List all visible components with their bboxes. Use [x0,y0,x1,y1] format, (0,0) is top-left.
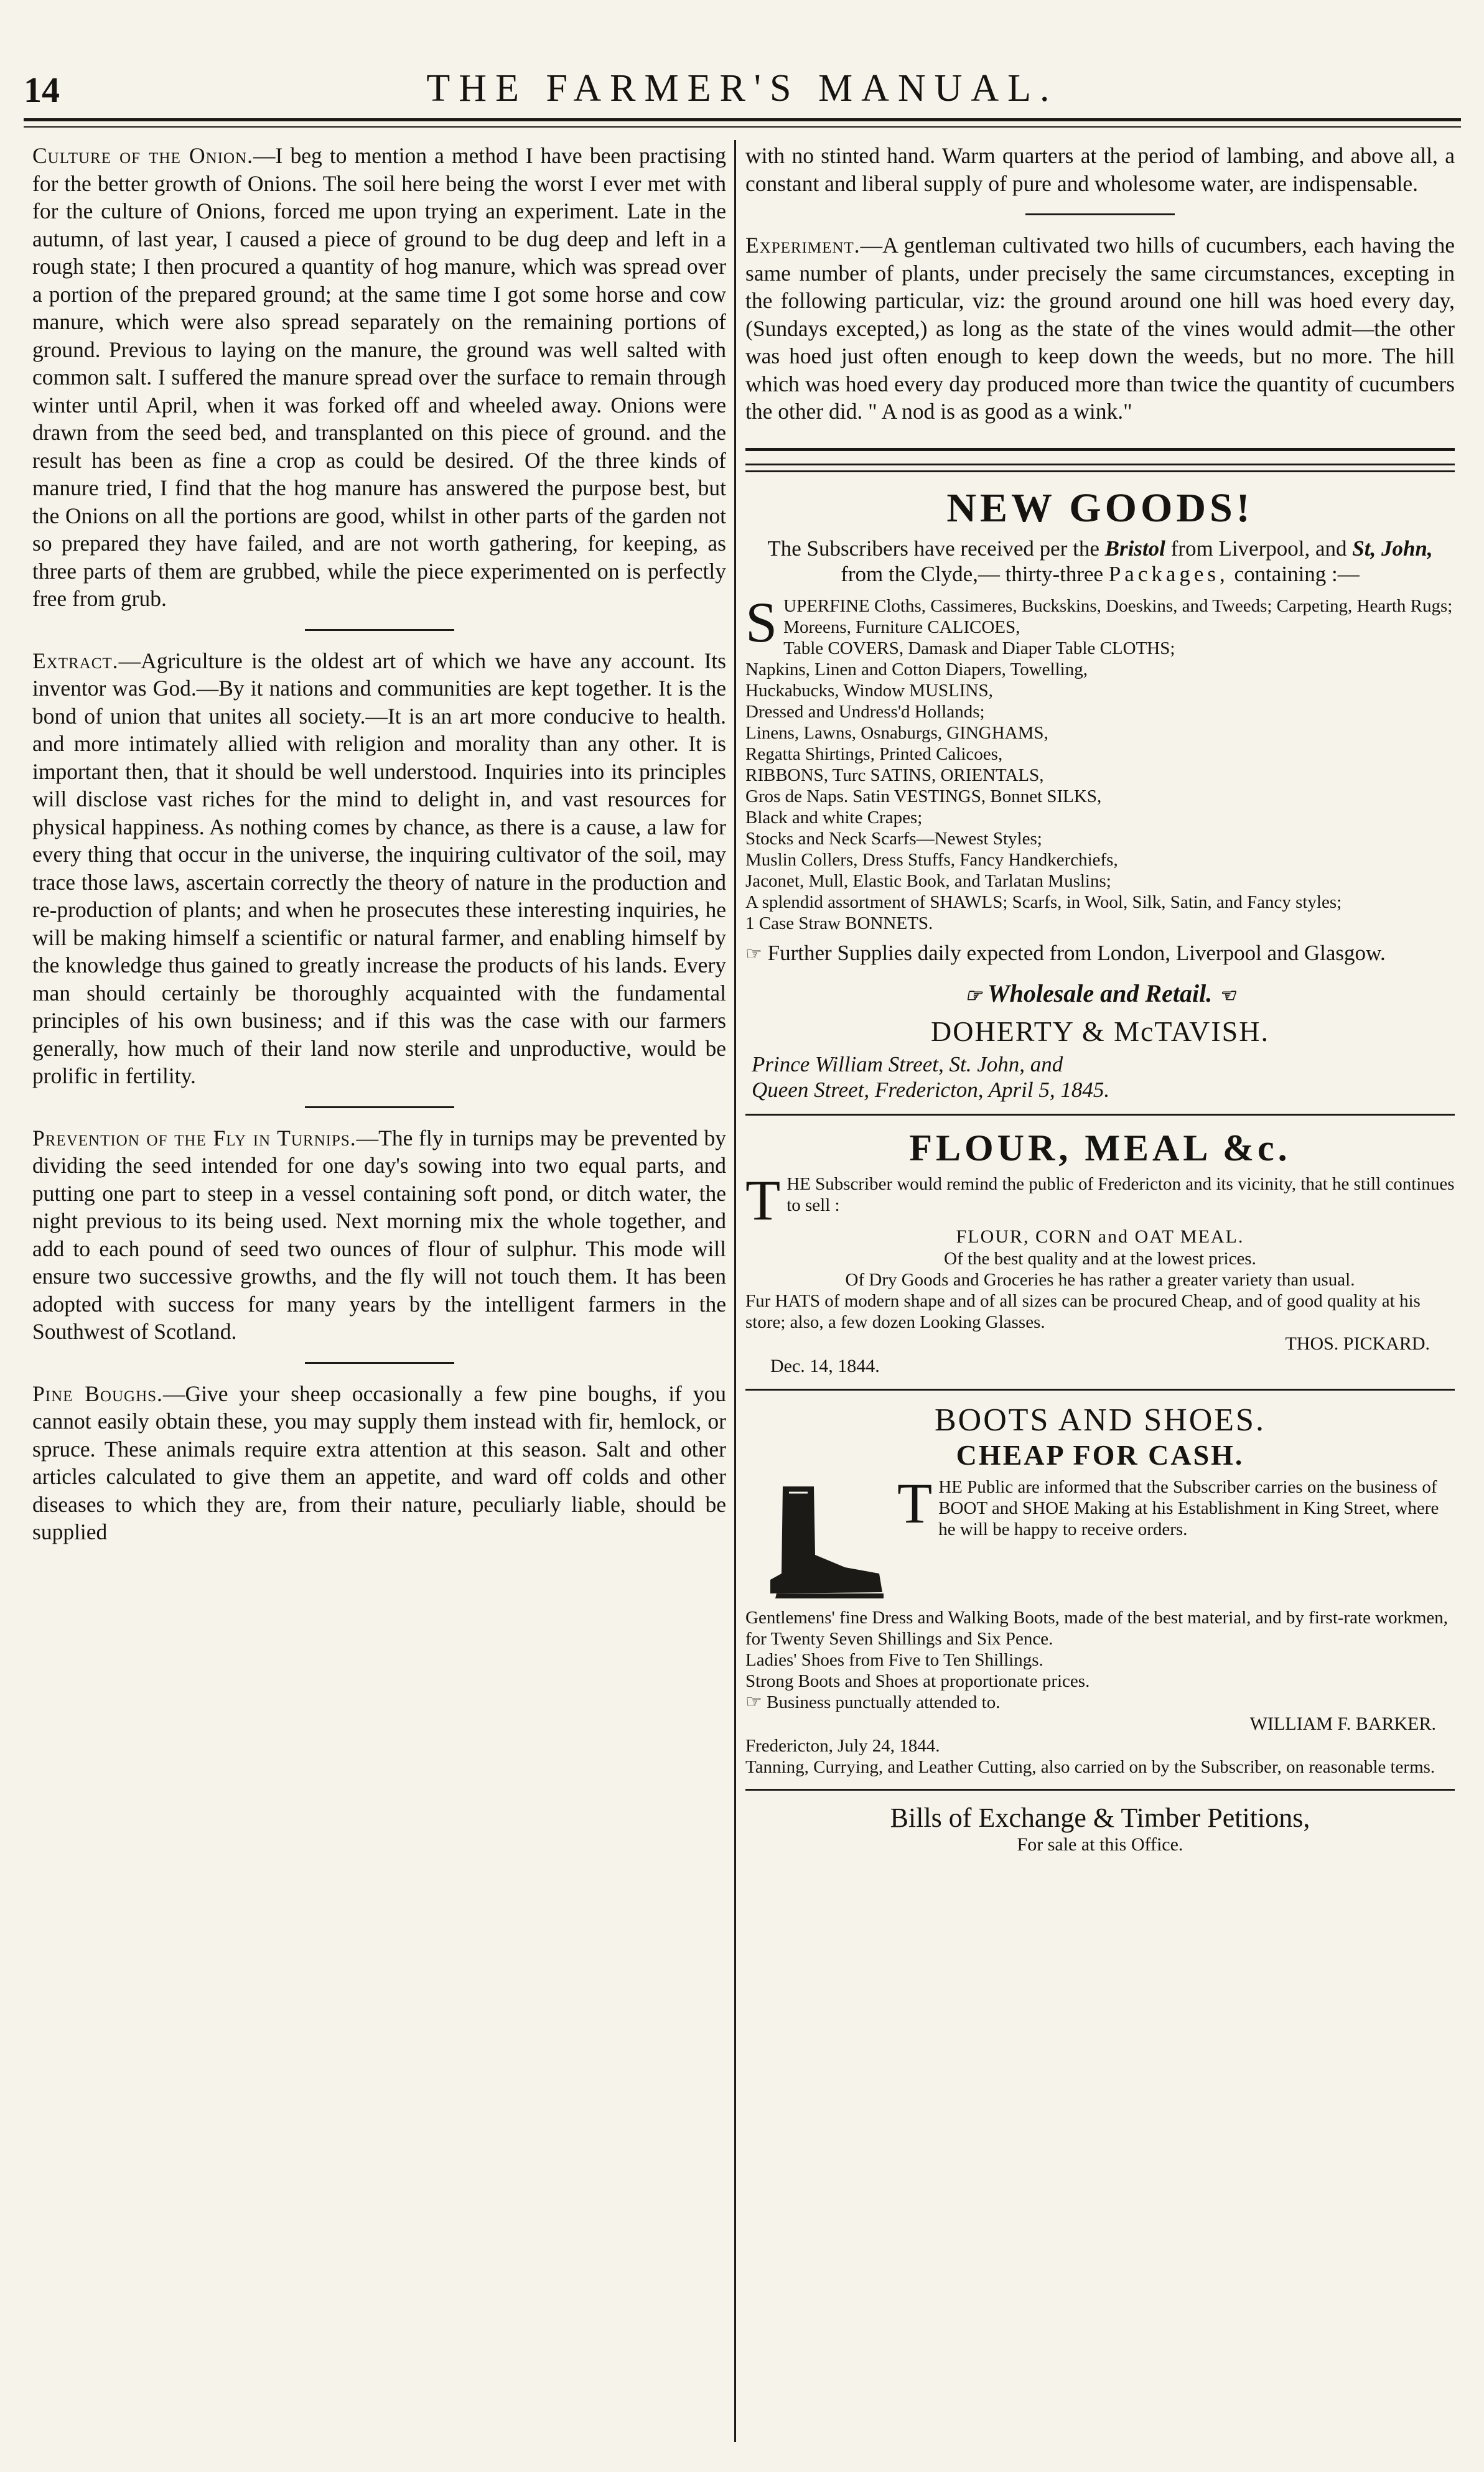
boots-business-text: Business punctually attended to. [767,1692,1001,1712]
goods-line: Black and white Crapes; [745,807,923,828]
boots-date: Fredericton, July 24, 1844. [745,1735,940,1756]
separator [305,629,454,631]
article-body: —I beg to mention a method I have been practising for the better growth of Onions. The soil here being the worst I ever met with for the culture of Onions, forced me upon trying an experiment. Late in the autumn, of last year, I caused a piece of ground to be dug deep and left in a rough state; I then procured a quantity of hog manure, which was spread over a portion of the prepared ground; at the same time I got some horse and cow manure, which were also spread separately on the remaining portions of ground. Previous to laying on the manure, the ground was well salted with common salt. I suffered the manure spread over the surface to remain through winter until April, when it was forked off and wheeled away. Onions were drawn from the seed bed, and transplanted on this piece of ground. and the result has been as fine a crop as could be desired. Of the three kinds of manure tried, I find that the hog manure has answered the purpose best, but the Onions on all the portions are good, whilst in other parts of the garden not so prepared they have failed, and are not worth gathering, for keeping, as three parts of them are grubbed, while the piece experimented on is perfectly free from grub. [32,143,726,611]
pointing-hand-icon: ☞ [745,943,762,964]
goods-line: Napkins, Linen and Cotton Diapers, Towelling, [745,659,1088,679]
ad-rule [745,1114,1455,1116]
article-lead: Extract. [32,648,119,673]
drop-cap: T [897,1471,933,1535]
boots-strong: Strong Boots and Shoes at proportionate prices. [745,1671,1090,1691]
article-body: —Give your sheep occasionally a few pine boughs, if you cannot easily obtain these, you may supply them instead with fir, hemlock, or spruce. These animals require extra attention at this season. Salt and other articles calculated to give them an appetite, and ward off colds and other diseases to which they are, from their nature, peculiarly liable, should be supplied [32,1381,726,1544]
boots-ladies: Ladies' Shoes from Five to Ten Shillings. [745,1649,1043,1670]
further-text: Further Supplies daily expected from London, Liverpool and Glasgow. [767,940,1386,965]
goods-line: RIBBONS, Turc SATINS, ORIENTALS, [745,765,1044,785]
goods-line: Muslin Collers, Dress Stuffs, Fancy Handkerchiefs, [745,849,1118,870]
ad-rule [745,1789,1455,1791]
boots-gentlemens: Gentlemens' fine Dress and Walking Boots, made of the best material, and by first-rate workmen, for Twenty Seven Shillings and Six Pence. [745,1607,1449,1649]
flour-products: FLOUR, CORN and OAT MEAL. [956,1226,1244,1247]
ad-title: BOOTS AND SHOES. [935,1402,1266,1438]
pointing-hand-icon: ☞ [745,1691,762,1712]
left-column [32,142,726,1546]
goods-line: 1 Case Straw BONNETS. [745,913,933,933]
goods-line: Gros de Naps. Satin VESTINGS, Bonnet SILKS, [745,786,1102,806]
port-name: St, John, [1352,536,1433,561]
intro-text: from Liverpool, and [1165,536,1353,561]
goods-list [745,590,1455,934]
firm-name: DOHERTY & McTAVISH. [931,1015,1269,1047]
page-header [24,65,1461,112]
ad-new-goods [745,485,1455,1103]
separator [1025,213,1175,215]
header-rule [24,118,1461,121]
article-experiment [745,231,1455,426]
article-continued: with no stinted hand. Warm quarters at the period of lambing, and above all, a constant and liberal supply of pure and wholesome water, are indispensable. [745,143,1455,196]
boots-tanning: Tanning, Currying, and Leather Cutting, also carried on by the Subscriber, on reasonable terms. [745,1756,1435,1777]
article-lead: Experiment. [745,233,861,258]
column-divider [734,140,736,2442]
ad-flour-meal [745,1127,1455,1378]
ad-title: NEW GOODS! [946,485,1254,531]
article-pine-boughs [32,1380,726,1546]
firm-address [752,1052,1455,1103]
goods-line: Table COVERS, Damask and Diaper Table CLOTHS; [783,638,1175,658]
flour-body [745,1168,1455,1232]
goods-line: Moreens, Furniture CALICOES, [783,617,1020,637]
article-lead: Pine Boughs. [32,1381,163,1406]
ad-rule [745,1389,1455,1391]
drop-cap: S [745,590,778,654]
flour-signer: THOS. PICKARD. [1285,1333,1430,1354]
article-body: —Agriculture is the oldest art of which we have any account. Its inventor was God.—By it nations and communities are kept together. It is the bond of union that unites all society.—It is an art more conducive to health. and more intimately allied with religion and morality than any other. It is important then, that it should be well understood. Inquiries into its principles will disclose vast riches for the mind to delight in, and vast resources for physical happiness. As nothing comes by chance, as there is a cause, a law for every thing that occur in the universe, the inquiring cultivator of the soil, may trace those laws, ascertain correctly the theory of nature in the production and re-production of plants; and when he prosecutes these interesting inquiries, he will be making himself a scientific or natural farmer, and enabling himself by the knowledge thus gained to greatly increase the products of his lands. Every man should certainly be thoroughly acquainted with the fundamental principles of his own business; and if this was the case with our farmers generally, how much of their land now sterile and unproductive, would be prolific in fertility. [32,648,726,1088]
boots-signer: WILLIAM F. BARKER. [1249,1713,1436,1734]
page-title: THE FARMER'S MANUAL. [426,67,1058,110]
goods-line: Regatta Shirtings, Printed Calicoes, [745,744,1003,764]
ad-title: FLOUR, MEAL &c. [909,1127,1291,1168]
goods-line: Jaconet, Mull, Elastic Book, and Tarlatan Muslins; [745,870,1111,891]
article-body: —A gentleman cultivated two hills of cucumbers, each having the same number of plants, under precisely the same circumstances, excepting in the following particular, viz: the ground around one hill was hoed every day, (Sundays excepted,) as long as the state of the vines would admit—the other was hoed just often enough to keep down the weeds, but no more. The hill which was hoed every day produced more than twice the quantity of cucumbers the other did. " A nod is as good as a wink." [745,233,1455,424]
boots-text: HE Public are informed that the Subscriber carries on the business of BOOT and SHOE Making at his Establishment in King Street, where he will be happy to receive orders. [938,1476,1439,1539]
ad-intro [745,536,1455,587]
goods-line: Stocks and Neck Scarfs—Newest Styles; [745,828,1042,849]
intro-text: The Subscribers have received per the [767,536,1105,561]
ad-rule-double [745,464,1455,472]
right-column [745,142,1455,1856]
wholesale-retail [745,981,1455,1009]
separator [305,1106,454,1108]
page-number: 14 [24,70,60,110]
ad-rule [745,448,1455,451]
ad-subtitle: CHEAP FOR CASH. [956,1439,1244,1471]
article-body: —The fly in turnips may be prevented by dividing the seed intended for one day's sowing into two equal parts, and putting one part to steep in a vessel containing soft pond, or ditch water, the night previous to its being used. Next morning mix the whole together, and add to each pound of seed two ounces of flour of sulphur. This mode will ensure two successive growths, and the fly will not touch them. It has been adopted with success for many years by the intelligent farmers in the Southwest of Scotland. [32,1125,727,1344]
drop-cap: T [745,1168,781,1232]
boots-business [745,1692,1455,1713]
flour-date: Dec. 14, 1844. [770,1355,880,1376]
goods-line: A splendid assortment of SHAWLS; Scarfs, in Wool, Silk, Satin, and Fancy styles; [745,892,1342,912]
article-fly-turnips [32,1124,726,1346]
wholesale-text: Wholesale and Retail. [987,979,1213,1007]
pointing-hand-left-icon: ☜ [1218,985,1236,1006]
goods-line: Huckabucks, Window MUSLINS, [745,680,993,701]
bills-title: Bills of Exchange & Timber Petitions, [890,1802,1310,1833]
further-supplies [745,940,1455,967]
article-lead: Culture of the Onion. [32,143,253,168]
pointing-hand-icon: ☞ [964,985,982,1006]
bills-sub: For sale at this Office. [1017,1834,1183,1855]
intro-text: containing :— [1228,561,1360,586]
article-onion [32,142,726,613]
boot-icon [745,1480,889,1605]
separator [305,1362,454,1364]
flour-hats: Fur HATS of modern shape and of all sizes can be procured Cheap, and of good quality at his store; also, a few dozen Looking Glasses. [745,1290,1421,1332]
ship-name: Bristol [1104,536,1165,561]
address-line: Queen Street, Fredericton, April 5, 1845. [752,1077,1110,1102]
ad-boots-shoes [745,1402,1455,1778]
goods-line: Dressed and Undress'd Hollands; [745,701,985,722]
flour-quality: Of the best quality and at the lowest prices. [944,1248,1256,1269]
article-lead: Prevention of the Fly in Turnips. [32,1125,357,1150]
packages-word: Packages, [1108,561,1229,586]
address-line: Prince William Street, St. John, and [752,1052,1063,1076]
intro-text: from the Clyde,— thirty-three [841,561,1109,586]
flour-text: HE Subscriber would remind the public of Fredericton and its vicinity, that he still continues to sell : [786,1173,1455,1215]
article-extract [32,647,726,1090]
goods-line: Linens, Lawns, Osnaburgs, GINGHAMS, [745,722,1048,743]
header-rule-thin [24,126,1461,128]
flour-groceries: Of Dry Goods and Groceries he has rather a greater variety than usual. [845,1269,1355,1290]
goods-line: UPERFINE Cloths, Cassimeres, Buckskins, Doeskins, and Tweeds; Carpeting, Hearth Rugs; [783,595,1453,616]
